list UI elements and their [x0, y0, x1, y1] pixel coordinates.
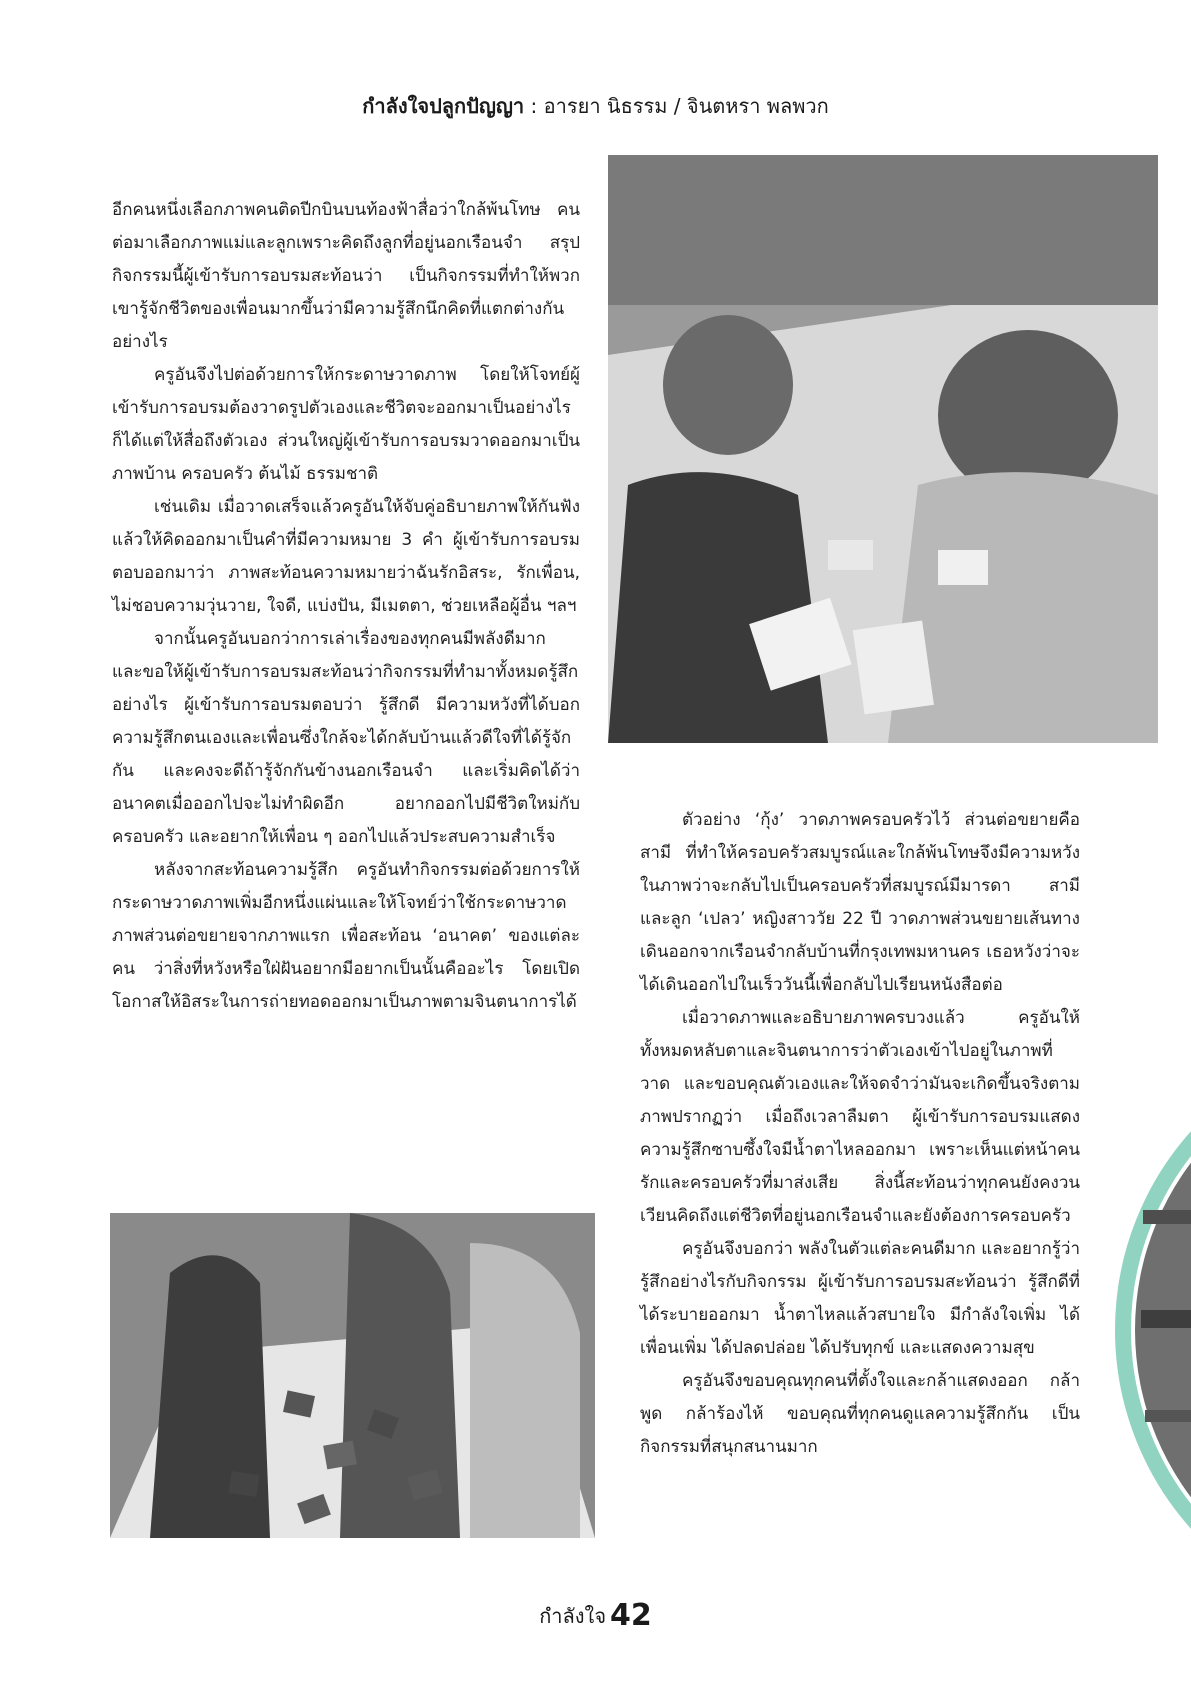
decorative-teal-circle	[1113, 1090, 1191, 1570]
running-header	[0, 92, 1191, 120]
paragraph: เช่นเดิม เมื่อวาดเสร็จแล้วครูอันให้จับคู่อธิบายภาพให้กันฟัง แล้วให้คิดออกมาเป็นคำที่มีความหมาย 3 คำ ผู้เข้ารับการอบรมตอบออกมาว่า ภาพสะท้อนความหมายว่าฉันรักอิสระ, รักเพื่อน, ไม่ชอบความวุ่นวาย, ใจดี, แบ่งปัน, มีเมตตา, ช่วยเหลือผู้อื่น ฯลฯ	[112, 497, 580, 616]
paragraph: ครูอันจึงบอกว่า พลังในตัวแต่ละคนดีมาก และอยากรู้ว่ารู้สึกอย่างไรกับกิจกรรม ผู้เข้ารับการอบรมสะท้อนว่า รู้สึกดีที่ได้ระบายออกมา น้ำตาไหลแล้วสบายใจ มีกำลังใจเพิ่ม ได้เพื่อนเพิ่ม ได้ปลดปล่อย ได้ปรับทุกข์ และแสดงความสุข	[640, 1239, 1080, 1358]
paragraph: เมื่อวาดภาพและอธิบายภาพครบวงแล้ว ครูอันให้ทั้งหมดหลับตาและจินตนาการว่าตัวเองเข้าไปอยู่ในภาพที่วาด และขอบคุณตัวเองและให้จดจำว่ามันจะเกิดขึ้นจริงตามภาพปรากฏว่า เมื่อถึงเวลาลืมตา ผู้เข้ารับการอบรมแสดงความรู้สึกซาบซึ้งใจมีน้ำตาไหลออกมา เพราะเห็นแต่หน้าคนรักและครอบครัวที่มาส่งเสีย สิ่งนี้สะท้อนว่าทุกคนยังคงวนเวียนคิดถึงแต่ชีวิตที่อยู่นอกเรือนจำและยังต้องการครอบครัว	[640, 1008, 1080, 1226]
paragraph: ครูอันจึงไปต่อด้วยการให้กระดาษวาดภาพ โดยให้โจทย์ผู้เข้ารับการอบรมต้องวาดรูปตัวเองและชีวิตจะออกมาเป็นอย่างไรก็ได้แต่ให้สื่อถึงตัวเอง ส่วนใหญ่ผู้เข้ารับการอบรมวาดออกมาเป็นภาพบ้าน ครอบครัว ต้นไม้ ธรรมชาติ	[112, 365, 580, 484]
paragraph: อีกคนหนึ่งเลือกภาพคนติดปีกบินบนท้องฟ้าสื่อว่าใกล้พ้นโทษ คนต่อมาเลือกภาพแม่และลูกเพราะคิดถึงลูกที่อยู่นอกเรือนจำ สรุปกิจกรรมนี้ผู้เข้ารับการอบรมสะท้อนว่า เป็นกิจกรรมที่ทำให้พวกเขารู้จักชีวิตของเพื่อนมากขึ้นว่ามีความรู้สึกนึกคิดที่แตกต่างกันอย่างไร	[112, 200, 580, 352]
activity-photo-pair-talking	[608, 155, 1158, 743]
page-footer	[0, 1598, 1191, 1634]
paragraph: ตัวอย่าง ‘กุ้ง’ วาดภาพครอบครัวไว้ ส่วนต่อขยายคือ สามี ที่ทำให้ครอบครัวสมบูรณ์และใกล้พ้นโทษจึงมีความหวังในภาพว่าจะกลับไปเป็นครอบครัวที่สมบูรณ์มีมารดา สามี และลูก ‘เปลว’ หญิงสาววัย 22 ปี วาดภาพส่วนขยายเส้นทางเดินออกจากเรือนจำกลับบ้านที่กรุงเทพมหานคร เธอหวังว่าจะได้เดินออกไปในเร็ววันนี้เพื่อกลับไปเรียนหนังสือต่อ	[640, 810, 1080, 995]
activity-photo-group-cards	[110, 1213, 595, 1538]
paragraph: จากนั้นครูอันบอกว่าการเล่าเรื่องของทุกคนมีพลังดีมาก และขอให้ผู้เข้ารับการอบรมสะท้อนว่ากิจกรรมที่ทำมาทั้งหมดรู้สึกอย่างไร ผู้เข้ารับการอบรมตอบว่า รู้สึกดี มีความหวังที่ได้บอกความรู้สึกตนเองและเพื่อนซึ่งใกล้จะได้กลับบ้านแล้วดีใจที่ได้รู้จักกัน และคงจะดีถ้ารู้จักกันข้างนอกเรือนจำ และเริ่มคิดได้ว่าอนาคตเมื่อออกไปจะไม่ทำผิดอีก อยากออกไปมีชีวิตใหม่กับครอบครัว และอยากให้เพื่อน ๆ ออกไปแล้วประสบความสำเร็จ	[112, 629, 580, 847]
footer-label: กำลังใจ	[539, 1604, 607, 1628]
header-title: กำลังใจปลูกปัญญา	[362, 94, 525, 118]
header-authors: : อารยา นิธรรม / จินตหรา พลพวก	[524, 94, 829, 118]
paragraph: ครูอันจึงขอบคุณทุกคนที่ตั้งใจและกล้าแสดงออก กล้าพูด กล้าร้องไห้ ขอบคุณที่ทุกคนดูแลความรู้สึกกัน เป็นกิจกรรมที่สนุกสนานมาก	[640, 1371, 1080, 1457]
paragraph: หลังจากสะท้อนความรู้สึก ครูอันทำกิจกรรมต่อด้วยการให้กระดาษวาดภาพเพิ่มอีกหนึ่งแผ่นและให้โจทย์ว่าใช้กระดาษวาดภาพส่วนต่อขยายจากภาพแรก เพื่อสะท้อน ‘อนาคต’ ของแต่ละคน ว่าสิ่งที่หวังหรือใฝ่ฝันอยากมีอยากเป็นนั้นคืออะไร โดยเปิดโอกาสให้อิสระในการถ่ายทอดออกมาเป็นภาพตามจินตนาการได้	[112, 860, 580, 1012]
page-number: 42	[610, 1598, 652, 1633]
right-text-column	[640, 804, 1080, 1464]
left-text-column	[112, 194, 580, 1019]
